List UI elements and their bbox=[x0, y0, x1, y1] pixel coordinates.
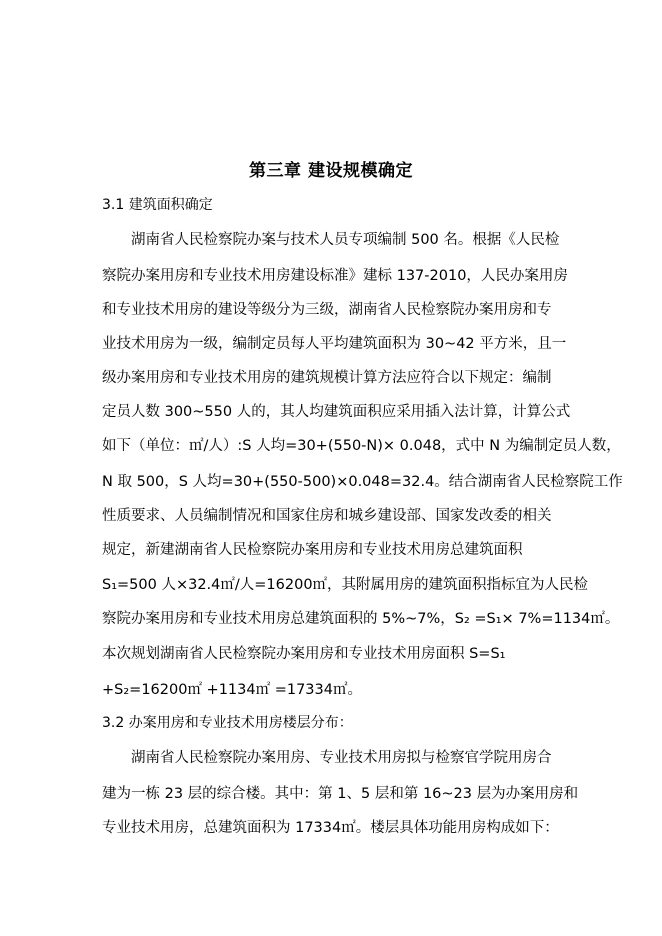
paragraph-line: 专业技术用房，总建筑面积为 17334㎡。楼层具体功能用房构成如下： bbox=[102, 820, 559, 836]
paragraph-line: 湖南省人民检察院办案与技术人员专项编制 500 名。根据《人民检 bbox=[131, 232, 560, 248]
paragraph-line: S₁=500 人×32.4㎡/人=16200㎡，其附属用房的建筑面积指标宜为人民检 bbox=[102, 577, 589, 593]
paragraph-line: 如下（单位：㎡/人）:S 人均=30+(550-N)× 0.048，式中 N 为编制定员人数， bbox=[102, 438, 621, 454]
paragraph-line: +S₂=16200㎡ +1134㎡ =17334㎡。 bbox=[102, 682, 362, 698]
paragraph-line: 和专业技术用房的建设等级分为三级，湖南省人民检察院办案用房和专 bbox=[102, 302, 552, 318]
paragraph-line: 定员人数 300~550 人的，其人均建筑面积应采用插入法计算，计算公式 bbox=[102, 404, 571, 420]
paragraph-line: 本次规划湖南省人民检察院办案用房和专业技术用房面积 S=S₁ bbox=[102, 646, 506, 662]
paragraph-line: 级办案用房和专业技术用房的建筑规模计算方法应符合以下规定：编制 bbox=[102, 370, 552, 386]
section-heading-3-2: 3.2 办案用房和专业技术用房楼层分布： bbox=[102, 715, 353, 731]
paragraph-line: N 取 500，S 人均=30+(550-500)×0.048=32.4。结合湖南省人民检察院工作 bbox=[102, 474, 623, 490]
chapter-title: 第三章 建设规模确定 bbox=[249, 161, 413, 181]
paragraph-line: 建为一栋 23 层的综合楼。其中：第 1、5 层和第 16~23 层为办案用房和 bbox=[102, 786, 579, 802]
paragraph-line: 性质要求、人员编制情况和国家住房和城乡建设部、国家发改委的相关 bbox=[102, 508, 552, 524]
paragraph-line: 察院办案用房和专业技术用房总建筑面积的 5%~7%，S₂ =S₁× 7%=1134㎡。 bbox=[102, 611, 620, 627]
paragraph-line: 湖南省人民检察院办案用房、专业技术用房拟与检察官学院用房合 bbox=[131, 750, 552, 766]
paragraph-line: 规定，新建湖南省人民检察院办案用房和专业技术用房总建筑面积 bbox=[102, 542, 523, 558]
paragraph-line: 察院办案用房和专业技术用房建设标准》建标 137-2010，人民办案用房 bbox=[102, 268, 568, 284]
section-heading-3-1: 3.1 建筑面积确定 bbox=[102, 197, 213, 213]
paragraph-line: 业技术用房为一级，编制定员每人平均建筑面积为 30~42 平方米，且一 bbox=[102, 336, 567, 352]
